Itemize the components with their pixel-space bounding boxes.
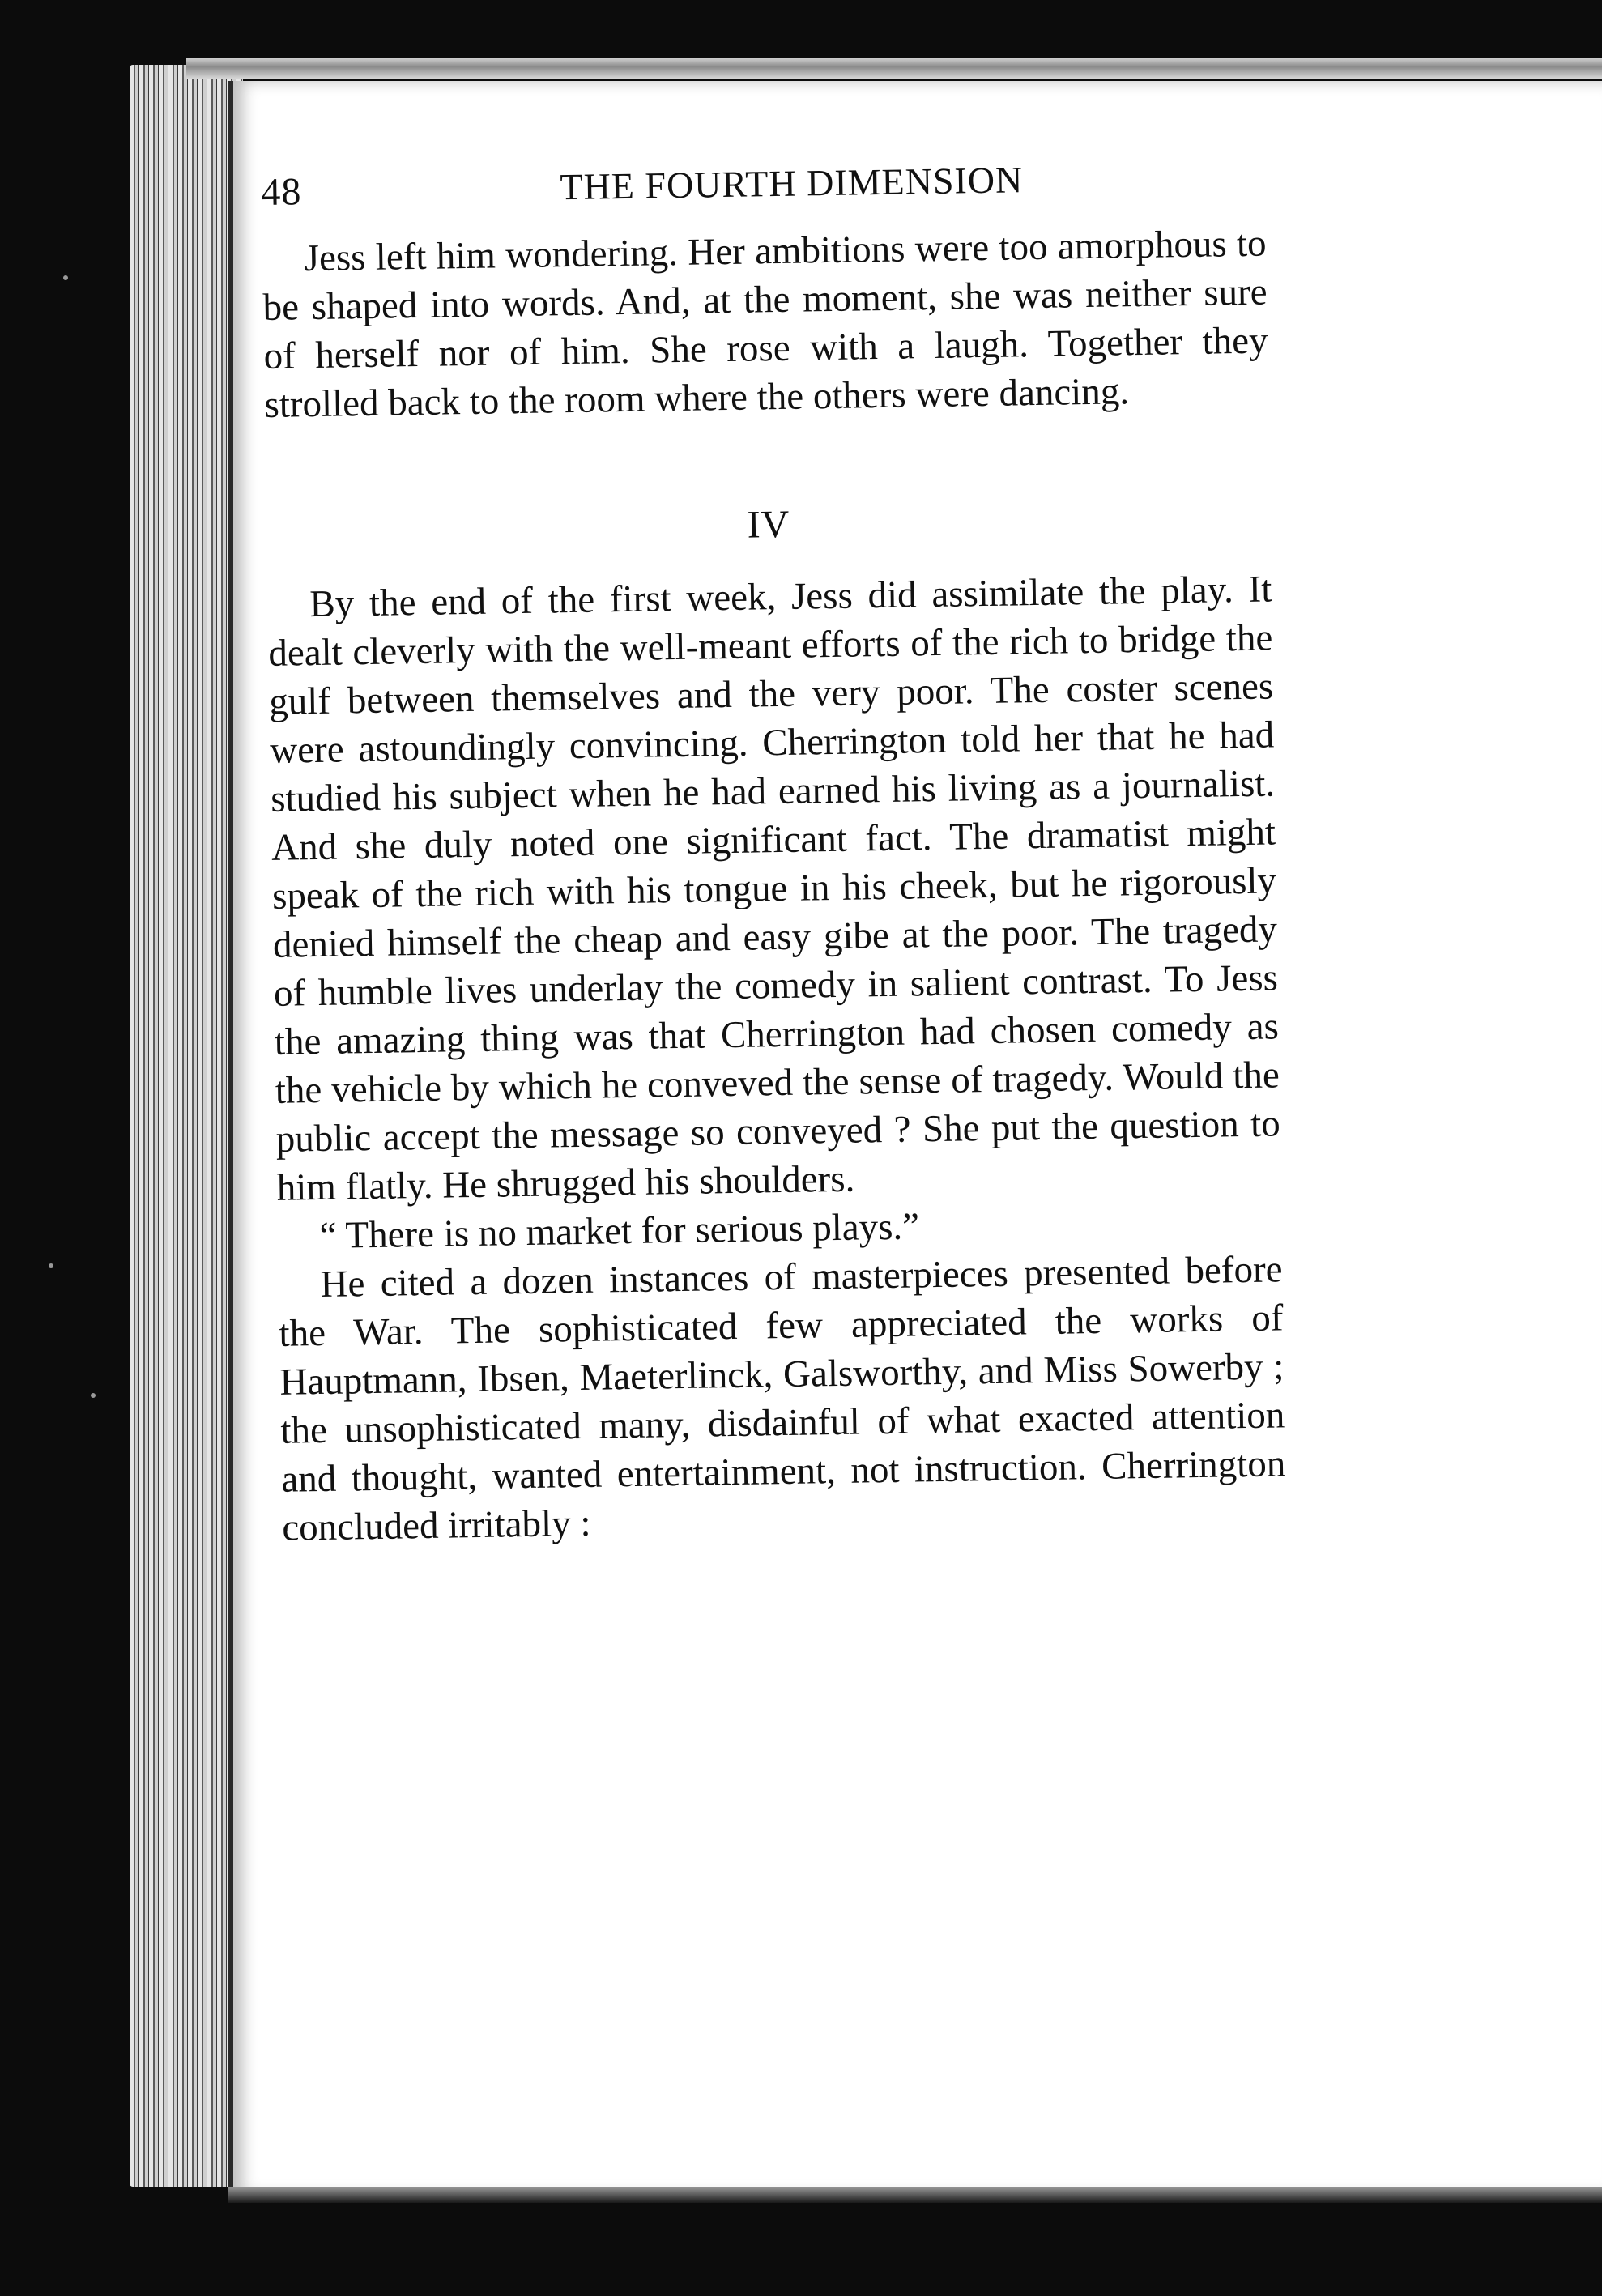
paragraph: He cited a dozen instances of masterpieces presented before the War. The sophisticated few appreciated the works of Hauptmann, Ibsen, Maeterlinck, Galsworthy, and Miss Sowerby ; the unsophisticated many, disdainful of what exacted attention and thought, wanted entertainment, not instruction. Cherrington concluded irritably : bbox=[279, 1248, 1286, 1549]
dust-speck bbox=[49, 1263, 53, 1268]
running-title: THE FOURTH DIMENSION bbox=[560, 159, 1024, 208]
quoted-line: “ There is no market for serious plays.” bbox=[319, 1205, 920, 1258]
page-top-edge bbox=[186, 58, 1602, 79]
section-heading: IV bbox=[747, 502, 790, 547]
paragraph: By the end of the first week, Jess did assimilate the play. It dealt cleverly with the well-meant efforts of the rich to bridge the gulf between themselves and the very poor. The coster scenes were astoundingly convincing. Cherrington told her that he had studied his subject when he had earned his living as a journalist. And she duly noted one significant fact. The dramatist might speak of the rich with his tongue in his cheek, but he rigorously denied himself the cheap and easy gibe at the poor. The tragedy of humble lives underlay the comedy in salient contrast. To Jess the amazing thing was that Cherrington had chosen comedy as the vehicle by which he conveved the sense of tragedy. Would the public accept the message so conveyed ? She put the question to him flatly. He shrugged his shoulders. bbox=[267, 568, 1281, 1209]
dust-speck bbox=[91, 1393, 96, 1398]
page-edges bbox=[130, 65, 243, 2187]
dust-speck bbox=[63, 275, 68, 280]
page-text bbox=[261, 155, 1287, 1553]
page-number: 48 bbox=[261, 170, 302, 214]
page-bottom-shadow bbox=[228, 2187, 1602, 2203]
paragraph: Jess left him wondering. Her ambitions were too amorphous to be shaped into words. And, at the moment, she was neither sure of herself nor of him. She rose with a laugh. Together they strolled back to the room where the others were dancing. bbox=[262, 222, 1268, 426]
